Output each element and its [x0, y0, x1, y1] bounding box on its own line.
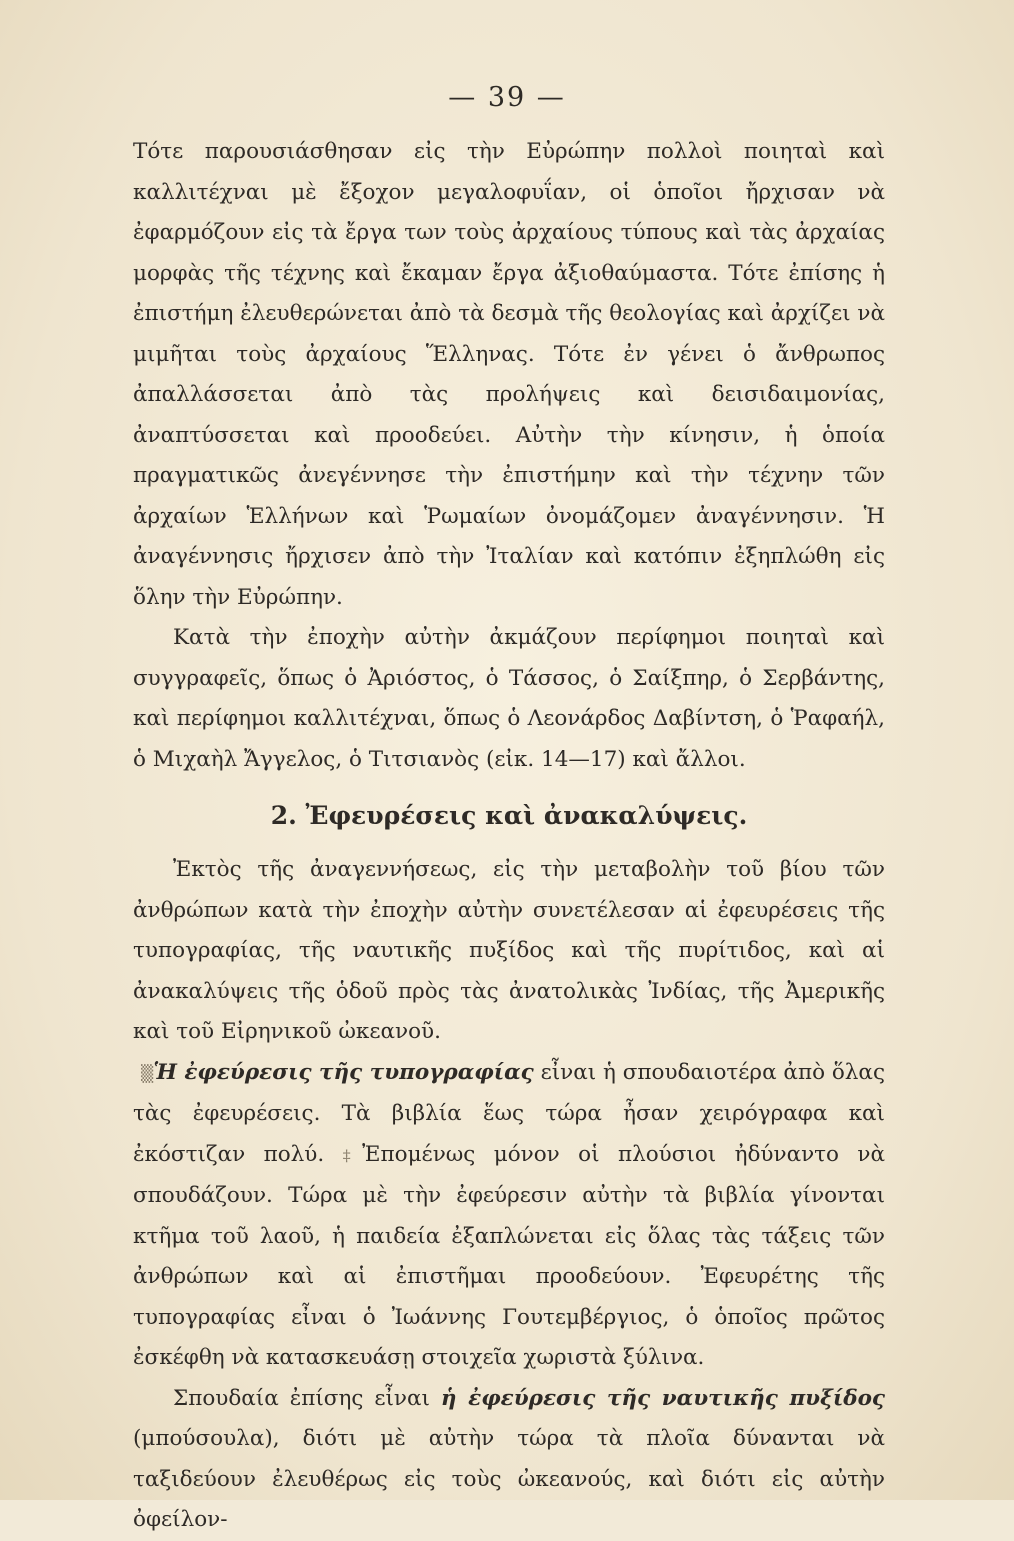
- body-text: [133, 132, 885, 1541]
- compass-text-b: (μπούσουλα), διότι μὲ αὐτὴν τώρα τὰ πλοῖα δύνανται νὰ ταξιδεύουν ἐλευθέρως εἰς τοὺς ὠκεανούς, καὶ διότι εἰς αὐτὴν ὀφείλον-: [133, 1426, 885, 1532]
- section-heading: 2. Ἐφευρέσεις καὶ ἀνακαλύψεις.: [270, 801, 748, 830]
- paragraph-compass: [133, 1379, 885, 1541]
- paragraph-printing: [133, 1053, 885, 1379]
- ink-blot-mark: ▒: [141, 1063, 154, 1083]
- printing-text-b: Ἐπομένως μόνον οἱ πλούσιοι ἠδύναντο νὰ σπουδάζουν. Τώρα μὲ τὴν ἐφεύρεσιν αὐτὴν τὰ βιβλία γίνονται κτῆμα τοῦ λαοῦ, ἡ παιδεία ἐξαπλώνεται εἰς ὅλας τὰς τάξεις τῶν ἀνθρώπων καὶ αἱ ἐπιστῆμαι προοδεύουν. Ἐφευρέτης τῆς τυπογραφίας εἶναι ὁ Ἰωάννης Γουτεμβέργιος, ὁ ὁποῖος πρῶτος ἐσκέφθη νὰ κατασκευάσῃ στοιχεῖα χωριστὰ ξύλινα.: [133, 1141, 886, 1370]
- compass-emphasis: ἡ ἐφεύρεσις τῆς ναυτικῆς πυξίδος: [440, 1385, 886, 1411]
- printing-emphasis: Ἡ ἐφεύρεσις τῆς τυπογραφίας: [153, 1059, 534, 1085]
- printing-text-a: εἶναι ἡ σπουδαιοτέρα ἀπὸ ὅλας τὰς ἐφευρέσεις. Τὰ βιβλία ἕως τώρα ἦσαν χειρόγραφα καὶ ἐκόστιζαν πολύ.: [133, 1059, 885, 1167]
- compass-text-a: Σπουδαία ἐπίσης εἶναι: [173, 1385, 441, 1411]
- page-number: — 39 —: [448, 82, 566, 113]
- paragraph-renaissance: Τότε παρουσιάσθησαν εἰς τὴν Εὐρώπην πολλοὶ ποιηταὶ καὶ καλλιτέχναι μὲ ἔξοχον μεγαλοφυΐαν, οἱ ὁποῖοι ἤρχισαν νὰ ἐφαρμόζουν εἰς τὰ ἔργα των τοὺς ἀρχαίους τύπους καὶ τὰς ἀρχαίας μορφὰς τῆς τέχνης καὶ ἔκαμαν ἔργα ἀξιοθαύμαστα. Τότε ἐπίσης ἡ ἐπιστήμη ἐλευθερώνεται ἀπὸ τὰ δεσμὰ τῆς θεολογίας καὶ ἀρχίζει νὰ μιμῆται τοὺς ἀρχαίους Ἕλληνας. Τότε ἐν γένει ὁ ἄνθρωπος ἀπαλλάσσεται ἀπὸ τὰς προλήψεις καὶ δεισιδαιμονίας, ἀναπτύσσεται καὶ προοδεύει. Αὐτὴν τὴν κίνησιν, ἡ ὁποία πραγματικῶς ἀνεγέννησε τὴν ἐπιστήμην καὶ τὴν τέχνην τῶν ἀρχαίων Ἑλλήνων καὶ Ῥωμαίων ὀνομάζομεν ἀναγέννησιν. Ἡ ἀναγέννησις ἤρχισεν ἀπὸ τὴν Ἰταλίαν καὶ κατόπιν ἐξηπλώθη εἰς ὅλην τὴν Εὐρώπην.: [133, 139, 885, 610]
- ink-mark-2: ‡: [342, 1145, 363, 1165]
- paragraph-discoveries: Ἐκτὸς τῆς ἀναγεννήσεως, εἰς τὴν μεταβολὴν τοῦ βίου τῶν ἀνθρώπων κατὰ τὴν ἐποχὴν αὐτὴν συνετέλεσαν αἱ ἐφευρέσεις τῆς τυπογραφίας, τῆς ναυτικῆς πυξίδος καὶ τῆς πυρίτιδος, καὶ αἱ ἀνακαλύψεις τῆς ὁδοῦ πρὸς τὰς ἀνατολικὰς Ἰνδίας, τῆς Ἀμερικῆς καὶ τοῦ Εἰρηνικοῦ ὠκεανοῦ.: [133, 857, 885, 1044]
- paragraph-artists: Κατὰ τὴν ἐποχὴν αὐτὴν ἀκμάζουν περίφημοι ποιηταὶ καὶ συγγραφεῖς, ὅπως ὁ Ἀριόστος, ὁ Τάσσος, ὁ Σαίξπηρ, ὁ Σερβάντης, καὶ περίφημοι καλλιτέχναι, ὅπως ὁ Λεονάρδος Δαβίντση, ὁ Ῥαφαήλ, ὁ Μιχαὴλ Ἄγγελος, ὁ Τιτσιανὸς (εἰκ. 14—17) καὶ ἄλλοι.: [133, 625, 885, 772]
